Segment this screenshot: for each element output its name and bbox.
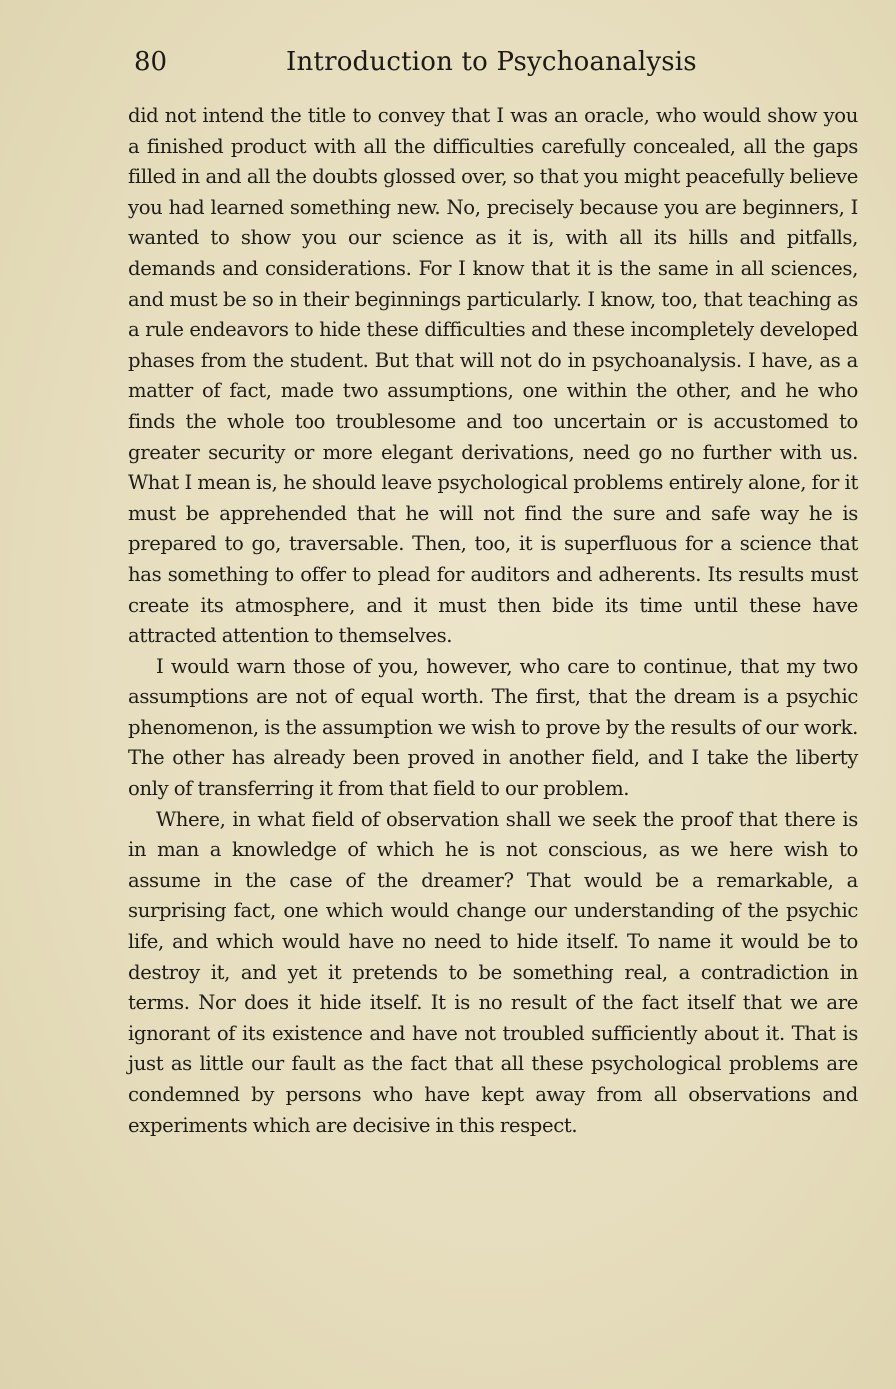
running-head: [134, 40, 860, 84]
paragraph-continued: did not intend the title to convey that I was an oracle, who would show you a finished product with all the difficulties carefully concealed, all the gaps filled in and all the doubts glossed over, so that you might peacefully believe you had learned something new. No, precisely because you are beginners, I wanted to show you our science as it is, with all its hills and pitfalls, demands and considerations. For I know that it is the same in all sciences, and must be so in their beginnings particularly. I know, too, that teaching as a rule endeavors to hide these difficulties and these incompletely developed phases from the student. But that will not do in psychoanalysis. I have, as a matter of fact, made two assumptions, one within the other, and he who finds the whole too troublesome and too uncertain or is accustomed to greater security or more elegant derivations, need go no further with us. What I mean is, he should leave psychological problems entirely alone, for it must be apprehended that he will not find the sure and safe way he is prepared to go, traversable. Then, too, it is superfluous for a science that has something to offer to plead for auditors and adherents. Its results must create its atmosphere, and it must then bide its time until these have attracted attention to themselves.: [128, 104, 858, 648]
page-number: 80: [134, 47, 168, 77]
paragraph-assumptions: I would warn those of you, however, who care to continue, that my two assumptions are not of equal worth. The first, that the dream is a psychic phenomenon, is the assumption we wish to prove by the results of our work. The other has already been proved in another field, and I take the liberty only of transferring it from that field to our problem.: [128, 654, 858, 801]
paragraph-proof: Where, in what field of observation shall we seek the proof that there is in man a knowledge of which he is not conscious, as we here wish to assume in the case of the dreamer? That would be a remarkable, a surprising fact, one which would change our understanding of the psychic life, and which would have no need to hide itself. To name it would be to destroy it, and yet it pretends to be something real, a contradiction in terms. Nor does it hide itself. It is no result of the fact itself that we are ignorant of its existence and have not troubled sufficiently about it. That is just as little our fault as the fact that all these psychological problems are condemned by persons who have kept away from all observations and experiments which are decisive in this respect.: [128, 807, 858, 1137]
body-text: [128, 101, 858, 1141]
running-title: Introduction to Psychoanalysis: [286, 47, 697, 77]
